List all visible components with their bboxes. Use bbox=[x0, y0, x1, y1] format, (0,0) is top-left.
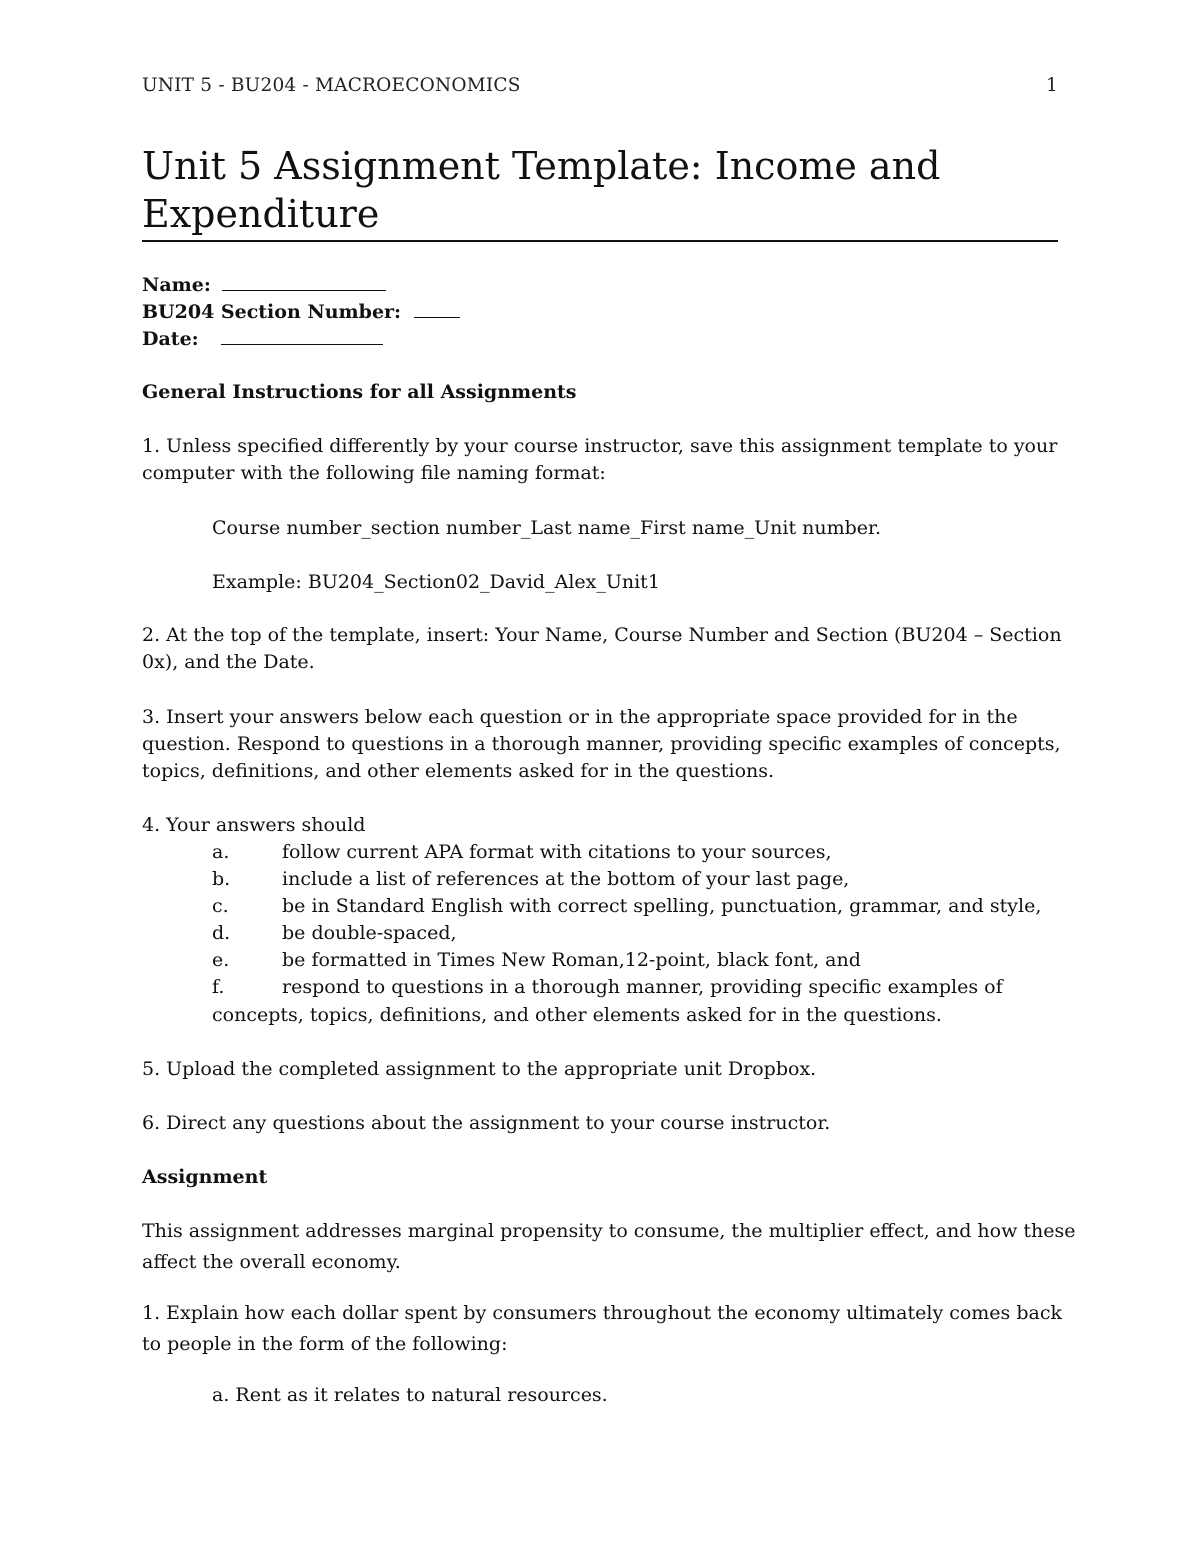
instruction-1-line-1: 1. Unless specified differently by your course instructor, save this assignment template to your bbox=[142, 435, 1058, 457]
sublist-item-a bbox=[212, 841, 832, 865]
document-title-line-2: Expenditure bbox=[142, 192, 380, 236]
sublist-marker: e. bbox=[212, 949, 230, 971]
name-label: Name: bbox=[142, 274, 211, 296]
instruction-2-line-2: 0x), and the Date. bbox=[142, 651, 315, 673]
section-field bbox=[142, 299, 460, 325]
assignment-heading: Assignment bbox=[142, 1166, 268, 1188]
sublist-text: include a list of references at the bottom of your last page, bbox=[282, 868, 850, 890]
section-label: BU204 Section Number: bbox=[142, 301, 402, 323]
instruction-5: 5. Upload the completed assignment to the appropriate unit Dropbox. bbox=[142, 1058, 817, 1080]
file-format-line: Course number_section number_Last name_First name_Unit number. bbox=[212, 517, 882, 539]
sublist-text: follow current APA format with citations to your sources, bbox=[282, 841, 832, 863]
sublist-item-f bbox=[212, 976, 1003, 1000]
sublist-marker: a. bbox=[212, 841, 230, 863]
file-example-line: Example: BU204_Section02_David_Alex_Unit1 bbox=[212, 571, 660, 593]
date-label: Date: bbox=[142, 328, 199, 350]
instruction-6: 6. Direct any questions about the assignment to your course instructor. bbox=[142, 1112, 831, 1134]
sublist-item-c bbox=[212, 895, 1041, 919]
sublist-marker: d. bbox=[212, 922, 231, 944]
title-rule bbox=[142, 240, 1058, 242]
instruction-1-line-2: computer with the following file naming format: bbox=[142, 462, 606, 484]
sublist-marker: b. bbox=[212, 868, 231, 890]
question-1-line-2: to people in the form of the following: bbox=[142, 1333, 508, 1355]
page-number: 1 bbox=[1046, 75, 1058, 96]
question-1a: a. Rent as it relates to natural resources. bbox=[212, 1384, 608, 1406]
sublist-item-d bbox=[212, 922, 457, 946]
sublist-marker: f. bbox=[212, 976, 225, 998]
sublist-text: be formatted in Times New Roman,12-point, black font, and bbox=[282, 949, 861, 971]
question-1-line-1: 1. Explain how each dollar spent by consumers throughout the economy ultimately comes back bbox=[142, 1302, 1062, 1324]
running-header: UNIT 5 - BU204 - MACROECONOMICS bbox=[142, 75, 521, 96]
instruction-3-line-3: topics, definitions, and other elements asked for in the questions. bbox=[142, 760, 775, 782]
sublist-text: respond to questions in a thorough manner, providing specific examples of bbox=[282, 976, 1003, 998]
sublist-marker: c. bbox=[212, 895, 229, 917]
instruction-3-line-2: question. Respond to questions in a thorough manner, providing specific examples of concepts, bbox=[142, 733, 1061, 755]
general-instructions-heading: General Instructions for all Assignments bbox=[142, 381, 577, 403]
instruction-4-intro: 4. Your answers should bbox=[142, 814, 366, 836]
instruction-2-line-1: 2. At the top of the template, insert: Your Name, Course Number and Section (BU204 – Section bbox=[142, 624, 1062, 646]
assignment-intro-line-2: affect the overall economy. bbox=[142, 1251, 401, 1273]
instruction-3-line-1: 3. Insert your answers below each question or in the appropriate space provided for in the bbox=[142, 706, 1018, 728]
assignment-intro-line-1: This assignment addresses marginal propensity to consume, the multiplier effect, and how these bbox=[142, 1220, 1076, 1242]
date-field bbox=[142, 326, 383, 352]
sublist-item-e bbox=[212, 949, 861, 973]
document-title-line-1: Unit 5 Assignment Template: Income and bbox=[142, 144, 941, 188]
sublist-continuation: concepts, topics, definitions, and other elements asked for in the questions. bbox=[212, 1004, 942, 1026]
date-blank[interactable] bbox=[221, 326, 383, 345]
name-field bbox=[142, 272, 386, 298]
sublist-text: be double-spaced, bbox=[282, 922, 457, 944]
sublist-item-b bbox=[212, 868, 849, 892]
sublist-text: be in Standard English with correct spelling, punctuation, grammar, and style, bbox=[282, 895, 1042, 917]
section-blank[interactable] bbox=[414, 299, 460, 318]
name-blank[interactable] bbox=[222, 272, 386, 291]
